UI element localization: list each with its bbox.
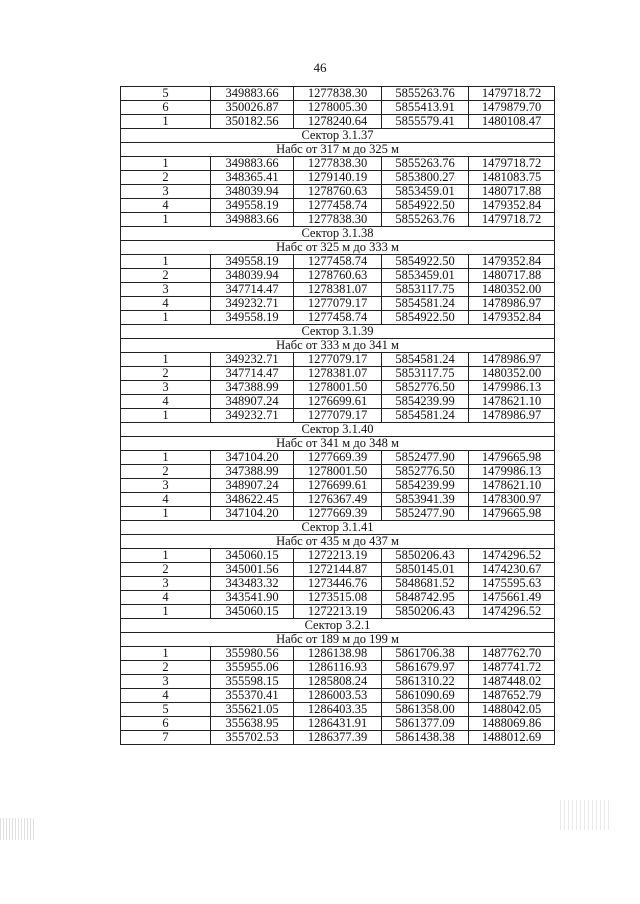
sector-title-row: [121, 325, 555, 339]
table-row: [121, 661, 555, 675]
coordinate-cell: 5854922.50: [382, 311, 469, 325]
coordinate-cell: 1277669.39: [294, 507, 382, 521]
table-row: [121, 591, 555, 605]
coordinate-cell: 5850206.43: [382, 605, 469, 619]
coordinate-cell: 347388.99: [211, 465, 294, 479]
coordinate-cell: 1278005.30: [294, 101, 382, 115]
coordinate-cell: 355980.56: [211, 647, 294, 661]
coordinate-cell: 355638.95: [211, 717, 294, 731]
coordinate-cell: 5852477.90: [382, 451, 469, 465]
coordinate-cell: 5861310.22: [382, 675, 469, 689]
coordinate-cell: 1478986.97: [469, 353, 555, 367]
coordinate-cell: 350026.87: [211, 101, 294, 115]
table-row: [121, 703, 555, 717]
coordinate-cell: 347388.99: [211, 381, 294, 395]
coordinates-table: [120, 86, 555, 745]
coordinate-cell: 348039.94: [211, 269, 294, 283]
coordinate-cell: 1478300.97: [469, 493, 555, 507]
coordinate-cell: 1278760.63: [294, 185, 382, 199]
sector-title: Сектор 3.2.1: [121, 619, 555, 633]
coordinate-cell: 1487741.72: [469, 661, 555, 675]
coordinate-cell: 5854581.24: [382, 409, 469, 423]
coordinate-cell: 1286377.39: [294, 731, 382, 745]
table-row: [121, 507, 555, 521]
coordinate-cell: 1478621.10: [469, 395, 555, 409]
coordinate-cell: 5855263.76: [382, 87, 469, 101]
coordinate-cell: 348039.94: [211, 185, 294, 199]
coordinate-cell: 5861706.38: [382, 647, 469, 661]
sector-height-range-row: [121, 437, 555, 451]
coordinate-cell: 1273446.76: [294, 577, 382, 591]
point-number-cell: 3: [121, 577, 211, 591]
coordinate-cell: 5848742.95: [382, 591, 469, 605]
coordinate-cell: 347714.47: [211, 367, 294, 381]
sector-height-range-row: [121, 633, 555, 647]
coordinate-cell: 5861090.69: [382, 689, 469, 703]
point-number-cell: 1: [121, 115, 211, 129]
point-number-cell: 4: [121, 395, 211, 409]
point-number-cell: 3: [121, 675, 211, 689]
point-number-cell: 5: [121, 87, 211, 101]
coordinate-cell: 1480717.88: [469, 185, 555, 199]
point-number-cell: 1: [121, 647, 211, 661]
coordinate-cell: 1479986.13: [469, 465, 555, 479]
coordinate-cell: 349558.19: [211, 255, 294, 269]
point-number-cell: 1: [121, 255, 211, 269]
sector-height-range: Набс от 333 м до 341 м: [121, 339, 555, 353]
table-row: [121, 87, 555, 101]
coordinate-cell: 1285808.24: [294, 675, 382, 689]
table-row: [121, 563, 555, 577]
point-number-cell: 1: [121, 213, 211, 227]
point-number-cell: 4: [121, 689, 211, 703]
table-row: [121, 283, 555, 297]
table-row: [121, 479, 555, 493]
coordinate-cell: 5854239.99: [382, 395, 469, 409]
coordinate-cell: 1487652.79: [469, 689, 555, 703]
table-row: [121, 717, 555, 731]
coordinate-cell: 355955.06: [211, 661, 294, 675]
point-number-cell: 2: [121, 465, 211, 479]
coordinate-cell: 349558.19: [211, 311, 294, 325]
coordinate-cell: 1278760.63: [294, 269, 382, 283]
coordinate-cell: 5853117.75: [382, 367, 469, 381]
table-row: [121, 255, 555, 269]
table-row: [121, 367, 555, 381]
coordinate-cell: 5854581.24: [382, 297, 469, 311]
coordinate-cell: 1488012.69: [469, 731, 555, 745]
coordinate-cell: 1475595.63: [469, 577, 555, 591]
coordinate-cell: 1479879.70: [469, 101, 555, 115]
coordinate-cell: 350182.56: [211, 115, 294, 129]
coordinate-cell: 1479352.84: [469, 255, 555, 269]
table-row: [121, 185, 555, 199]
sector-height-range-row: [121, 143, 555, 157]
coordinate-cell: 1480352.00: [469, 367, 555, 381]
table-row: [121, 101, 555, 115]
sector-height-range-row: [121, 339, 555, 353]
coordinate-cell: 345001.56: [211, 563, 294, 577]
coordinate-cell: 1487448.02: [469, 675, 555, 689]
table-row: [121, 213, 555, 227]
sector-title: Сектор 3.1.41: [121, 521, 555, 535]
coordinate-cell: 1479352.84: [469, 199, 555, 213]
sector-height-range: Набс от 341 м до 348 м: [121, 437, 555, 451]
coordinate-cell: 1277838.30: [294, 213, 382, 227]
coordinate-cell: 349883.66: [211, 213, 294, 227]
table-row: [121, 647, 555, 661]
coordinate-cell: 1488042.05: [469, 703, 555, 717]
coordinate-cell: 1474296.52: [469, 549, 555, 563]
sector-height-range-row: [121, 535, 555, 549]
point-number-cell: 1: [121, 311, 211, 325]
coordinate-cell: 348907.24: [211, 479, 294, 493]
coordinate-cell: 1478986.97: [469, 409, 555, 423]
table-row: [121, 395, 555, 409]
coordinate-cell: 5861358.00: [382, 703, 469, 717]
coordinate-cell: 1286116.93: [294, 661, 382, 675]
point-number-cell: 2: [121, 171, 211, 185]
sector-height-range-row: [121, 241, 555, 255]
coordinate-cell: 5855413.91: [382, 101, 469, 115]
coordinate-cell: 1277838.30: [294, 87, 382, 101]
table-row: [121, 157, 555, 171]
coordinate-cell: 1479665.98: [469, 451, 555, 465]
coordinate-cell: 347104.20: [211, 451, 294, 465]
coordinate-cell: 1478621.10: [469, 479, 555, 493]
point-number-cell: 2: [121, 269, 211, 283]
coordinate-cell: 5854239.99: [382, 479, 469, 493]
table-row: [121, 689, 555, 703]
coordinate-cell: 1277669.39: [294, 451, 382, 465]
table-row: [121, 493, 555, 507]
coordinate-cell: 1479352.84: [469, 311, 555, 325]
coordinate-cell: 343483.32: [211, 577, 294, 591]
coordinate-cell: 5853459.01: [382, 185, 469, 199]
coordinate-cell: 349558.19: [211, 199, 294, 213]
sector-title: Сектор 3.1.39: [121, 325, 555, 339]
coordinate-cell: 1478986.97: [469, 297, 555, 311]
coordinate-cell: 5855263.76: [382, 213, 469, 227]
coordinate-cell: 5853117.75: [382, 283, 469, 297]
point-number-cell: 6: [121, 101, 211, 115]
sector-height-range: Набс от 435 м до 437 м: [121, 535, 555, 549]
point-number-cell: 3: [121, 381, 211, 395]
coordinate-cell: 1286003.53: [294, 689, 382, 703]
coordinate-cell: 5861438.38: [382, 731, 469, 745]
coordinate-cell: 349883.66: [211, 157, 294, 171]
coordinate-cell: 349232.71: [211, 409, 294, 423]
table-row: [121, 731, 555, 745]
coordinate-cell: 5853800.27: [382, 171, 469, 185]
point-number-cell: 3: [121, 479, 211, 493]
coordinate-cell: 355598.15: [211, 675, 294, 689]
point-number-cell: 1: [121, 157, 211, 171]
point-number-cell: 1: [121, 605, 211, 619]
point-number-cell: 1: [121, 549, 211, 563]
coordinate-cell: 1286431.91: [294, 717, 382, 731]
coordinate-cell: 345060.15: [211, 605, 294, 619]
coordinate-cell: 1276367.49: [294, 493, 382, 507]
coordinate-cell: 1278240.64: [294, 115, 382, 129]
point-number-cell: 7: [121, 731, 211, 745]
sector-height-range: Набс от 325 м до 333 м: [121, 241, 555, 255]
sector-title-row: [121, 521, 555, 535]
sector-title-row: [121, 619, 555, 633]
point-number-cell: 4: [121, 297, 211, 311]
coordinate-cell: 345060.15: [211, 549, 294, 563]
coordinate-cell: 1487762.70: [469, 647, 555, 661]
point-number-cell: 4: [121, 493, 211, 507]
table-row: [121, 269, 555, 283]
sector-height-range: Набс от 189 м до 199 м: [121, 633, 555, 647]
table-row: [121, 577, 555, 591]
coordinate-cell: 1278381.07: [294, 367, 382, 381]
coordinate-cell: 355370.41: [211, 689, 294, 703]
point-number-cell: 4: [121, 199, 211, 213]
coordinate-cell: 355621.05: [211, 703, 294, 717]
coordinate-cell: 1475661.49: [469, 591, 555, 605]
table-row: [121, 381, 555, 395]
coordinates-table-body: [121, 87, 555, 745]
coordinate-cell: 1272144.87: [294, 563, 382, 577]
coordinate-cell: 5861679.97: [382, 661, 469, 675]
table-row: [121, 311, 555, 325]
coordinate-cell: 1279140.19: [294, 171, 382, 185]
coordinate-cell: 5848681.52: [382, 577, 469, 591]
coordinate-cell: 1474230.67: [469, 563, 555, 577]
coordinate-cell: 1277079.17: [294, 353, 382, 367]
table-row: [121, 465, 555, 479]
table-row: [121, 171, 555, 185]
coordinate-cell: 1488069.86: [469, 717, 555, 731]
coordinate-cell: 1480352.00: [469, 283, 555, 297]
page-number: 46: [313, 60, 327, 75]
coordinate-cell: 343541.90: [211, 591, 294, 605]
point-number-cell: 3: [121, 283, 211, 297]
coordinate-cell: 1479718.72: [469, 157, 555, 171]
sector-title-row: [121, 423, 555, 437]
table-row: [121, 549, 555, 563]
point-number-cell: 1: [121, 353, 211, 367]
coordinate-cell: 5854581.24: [382, 353, 469, 367]
coordinate-cell: 1480717.88: [469, 269, 555, 283]
coordinate-cell: 1278001.50: [294, 465, 382, 479]
coordinate-cell: 348907.24: [211, 395, 294, 409]
point-number-cell: 2: [121, 563, 211, 577]
sector-title: Сектор 3.1.38: [121, 227, 555, 241]
table-row: [121, 297, 555, 311]
coordinate-cell: 1480108.47: [469, 115, 555, 129]
coordinate-cell: 348622.45: [211, 493, 294, 507]
coordinate-cell: 1272213.19: [294, 549, 382, 563]
sector-height-range: Набс от 317 м до 325 м: [121, 143, 555, 157]
point-number-cell: 1: [121, 451, 211, 465]
point-number-cell: 2: [121, 367, 211, 381]
coordinate-cell: 1474296.52: [469, 605, 555, 619]
point-number-cell: 2: [121, 661, 211, 675]
point-number-cell: 5: [121, 703, 211, 717]
coordinate-cell: 1277838.30: [294, 157, 382, 171]
coordinate-cell: 5854922.50: [382, 199, 469, 213]
point-number-cell: 1: [121, 507, 211, 521]
coordinate-cell: 5853941.39: [382, 493, 469, 507]
point-number-cell: 1: [121, 409, 211, 423]
sector-title: Сектор 3.1.40: [121, 423, 555, 437]
coordinate-cell: 349883.66: [211, 87, 294, 101]
coordinate-cell: 1278001.50: [294, 381, 382, 395]
coordinate-cell: 5852477.90: [382, 507, 469, 521]
point-number-cell: 3: [121, 185, 211, 199]
coordinate-cell: 1286403.35: [294, 703, 382, 717]
sector-title-row: [121, 129, 555, 143]
coordinate-cell: 1479718.72: [469, 87, 555, 101]
scan-artifact: [0, 818, 36, 840]
sector-title-row: [121, 227, 555, 241]
coordinate-cell: 1276699.61: [294, 479, 382, 493]
scan-artifact: [560, 800, 610, 830]
sector-title: Сектор 3.1.37: [121, 129, 555, 143]
table-row: [121, 605, 555, 619]
coordinate-cell: 348365.41: [211, 171, 294, 185]
coordinate-cell: 1277458.74: [294, 255, 382, 269]
coordinate-cell: 1272213.19: [294, 605, 382, 619]
coordinate-cell: 349232.71: [211, 353, 294, 367]
point-number-cell: 6: [121, 717, 211, 731]
table-row: [121, 451, 555, 465]
coordinate-cell: 1276699.61: [294, 395, 382, 409]
coordinate-cell: 1286138.98: [294, 647, 382, 661]
coordinate-cell: 355702.53: [211, 731, 294, 745]
coordinate-cell: 349232.71: [211, 297, 294, 311]
table-row: [121, 353, 555, 367]
coordinate-cell: 1278381.07: [294, 283, 382, 297]
coordinate-cell: 1479665.98: [469, 507, 555, 521]
coordinate-cell: 5855263.76: [382, 157, 469, 171]
coordinate-cell: 5852776.50: [382, 381, 469, 395]
coordinate-cell: 5861377.09: [382, 717, 469, 731]
coordinate-cell: 1277079.17: [294, 409, 382, 423]
table-row: [121, 409, 555, 423]
point-number-cell: 4: [121, 591, 211, 605]
coordinate-cell: 1277458.74: [294, 199, 382, 213]
coordinate-cell: 1479986.13: [469, 381, 555, 395]
coordinate-cell: 5850145.01: [382, 563, 469, 577]
coordinate-cell: 1481083.75: [469, 171, 555, 185]
table-row: [121, 199, 555, 213]
coordinate-cell: 5852776.50: [382, 465, 469, 479]
coordinate-cell: 1479718.72: [469, 213, 555, 227]
coordinate-cell: 1277079.17: [294, 297, 382, 311]
coordinate-cell: 347714.47: [211, 283, 294, 297]
coordinate-cell: 1277458.74: [294, 311, 382, 325]
table-row: [121, 675, 555, 689]
coordinate-cell: 5855579.41: [382, 115, 469, 129]
table-row: [121, 115, 555, 129]
coordinate-cell: 1273515.08: [294, 591, 382, 605]
coordinate-cell: 347104.20: [211, 507, 294, 521]
coordinate-cell: 5853459.01: [382, 269, 469, 283]
coordinate-cell: 5850206.43: [382, 549, 469, 563]
coordinate-cell: 5854922.50: [382, 255, 469, 269]
